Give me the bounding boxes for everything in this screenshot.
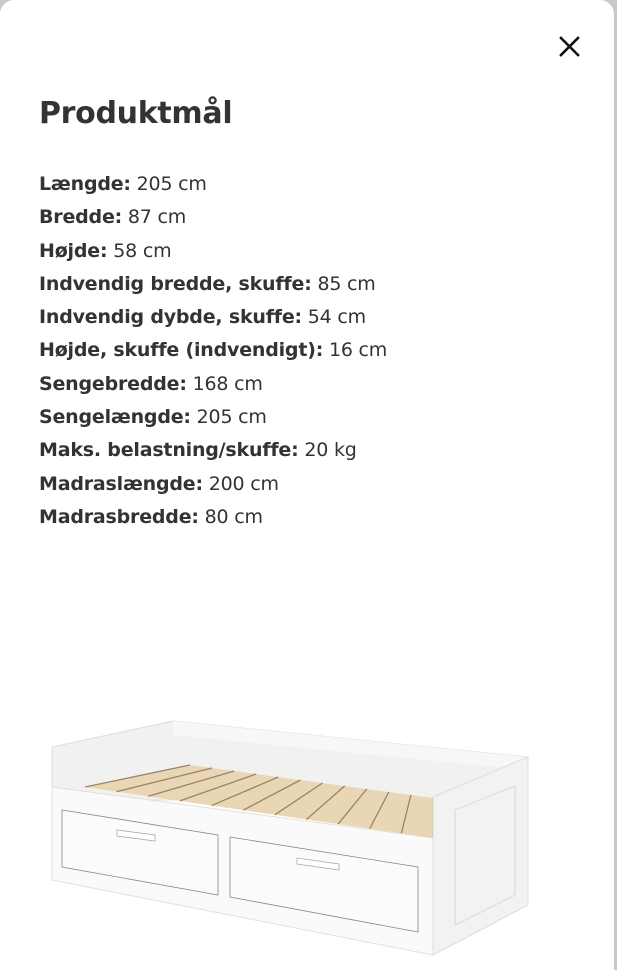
dimension-label: Højde:	[39, 239, 108, 262]
dimension-label: Længde:	[39, 173, 131, 195]
dimension-value: 200 cm	[208, 472, 279, 495]
dimension-value: 16 cm	[328, 339, 388, 362]
dimension-label: Indvendig dybde, skuffe:	[39, 306, 302, 329]
dimension-item	[39, 501, 387, 534]
dimension-item	[39, 368, 387, 401]
dimension-value: 20 kg	[304, 439, 357, 462]
dimension-item	[39, 268, 387, 301]
dimension-label: Maks. belastning/skuffe:	[39, 439, 299, 462]
dimension-item	[39, 401, 387, 434]
dimension-value: 85 cm	[317, 272, 376, 295]
dimension-label: Bredde:	[39, 206, 123, 229]
dimension-item	[39, 168, 387, 201]
dimension-item	[39, 201, 387, 234]
dimension-value: 80 cm	[204, 505, 263, 528]
dimension-label: Højde, skuffe (indvendigt):	[39, 339, 324, 362]
dimension-label: Sengelængde:	[39, 406, 191, 429]
dimension-value: 205 cm	[136, 173, 207, 195]
product-image	[0, 700, 617, 958]
dimension-label: Madraslængde:	[39, 472, 203, 495]
dimension-value: 58 cm	[113, 239, 172, 262]
dimensions-list	[39, 168, 387, 534]
close-icon	[552, 30, 586, 64]
dimension-item	[39, 434, 387, 467]
dimension-value: 87 cm	[127, 206, 187, 229]
modal-title: Produktmål	[39, 96, 233, 131]
dimension-item	[39, 301, 387, 334]
dimension-value: 54 cm	[307, 306, 366, 329]
close-button[interactable]	[552, 30, 586, 64]
dimension-item	[39, 235, 387, 268]
dimension-value: 168 cm	[192, 372, 263, 395]
dimension-label: Madrasbredde:	[39, 505, 199, 528]
dimension-item	[39, 468, 387, 501]
dimension-label: Sengebredde:	[39, 372, 187, 395]
dimension-value: 205 cm	[196, 406, 267, 429]
dimension-item	[39, 334, 387, 367]
dimension-label: Indvendig bredde, skuffe:	[39, 272, 312, 295]
